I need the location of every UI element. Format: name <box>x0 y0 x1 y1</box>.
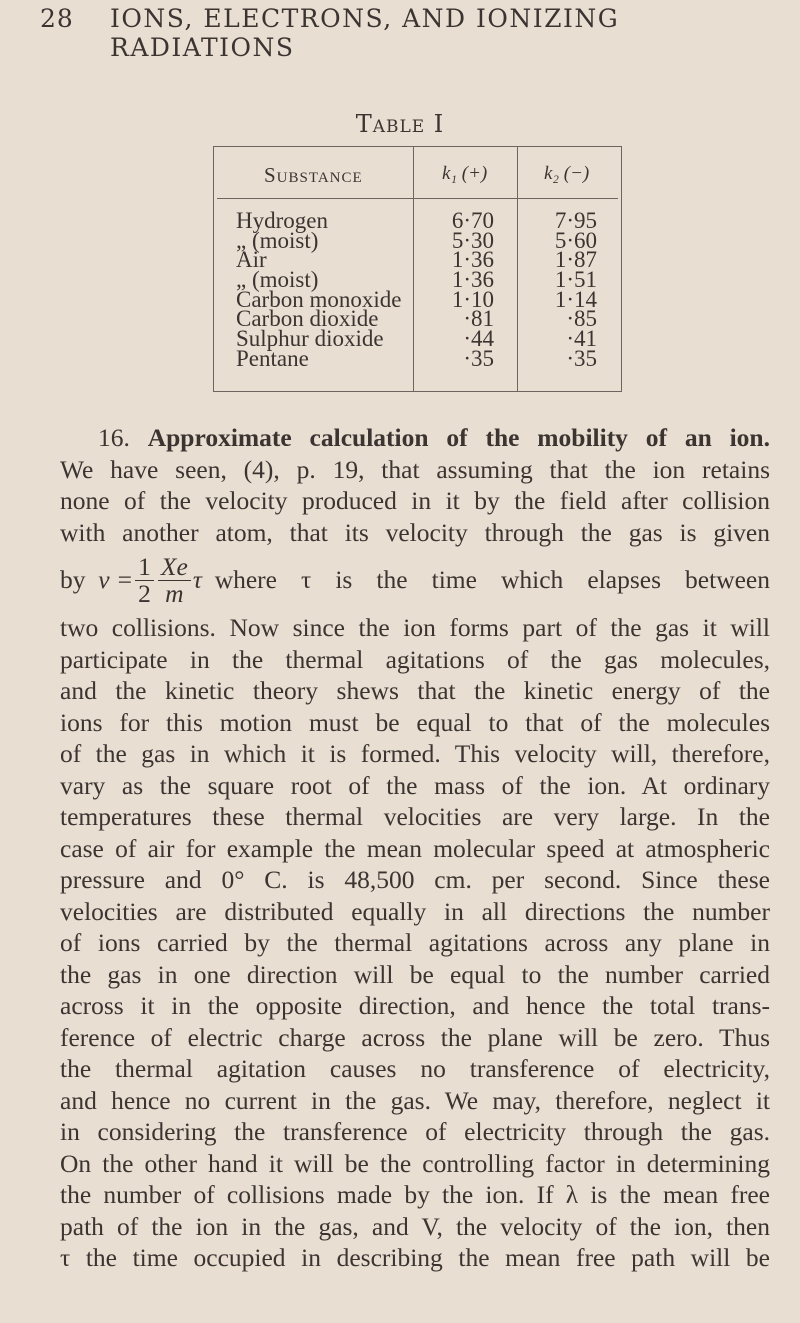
xe-numerator: Xe <box>158 554 191 581</box>
text-line: ions for this motion must be equal to that of the molecules <box>60 707 770 737</box>
text-line: τ the time occupied in describing the mean free path will be <box>60 1243 770 1272</box>
half-numerator: 1 <box>135 554 154 581</box>
text-line: case of air for example the mean molecular speed at atmospheric <box>60 833 770 863</box>
text-line: path of the ion in the gas, and V, the velocity of the ion, then <box>60 1211 770 1241</box>
header-k1: k₁ (+) <box>442 163 488 184</box>
k2-cell: 1·87 <box>554 247 597 273</box>
substance-cell: Air <box>236 247 267 273</box>
substance-cell: Sulphur dioxide <box>236 326 384 352</box>
k2-cell: 5·60 <box>554 227 597 253</box>
k2-cell: 7·95 <box>554 208 597 233</box>
header-k2: k₂ (−) <box>544 163 590 184</box>
k1-cell: ·44 <box>463 326 494 352</box>
section-number: 16. <box>98 423 130 452</box>
k1-cell: ·81 <box>463 306 494 332</box>
formula-tau: τ <box>192 565 202 594</box>
text-line: On the other hand it will be the controlling factor in determining <box>60 1148 770 1178</box>
text-line: and hence no current in the gas. We may, therefore, neglect it <box>60 1085 770 1115</box>
text-line: pressure and 0° C. is 48,500 cm. per second. Since these <box>60 865 770 894</box>
k2-cell: ·35 <box>566 345 597 371</box>
substance-cell: Pentane <box>236 345 309 371</box>
k2-cell: 1·51 <box>554 267 597 293</box>
section-heading-line <box>60 422 770 454</box>
substance-cell: „ (moist) <box>236 267 319 293</box>
text-line: of ions carried by the thermal agitations across any plane in <box>60 928 770 957</box>
text-line: with another atom, that its velocity through the gas is given <box>60 517 770 547</box>
text-line: the gas in one direction will be equal to the number carried <box>60 959 770 989</box>
k1-cell: 5·30 <box>451 227 494 253</box>
substance-cell: Hydrogen <box>236 208 328 233</box>
text-line: across it in the opposite direction, and hence the total trans- <box>60 991 770 1020</box>
formula-suffix: where τ is the time which elapses between <box>214 565 770 594</box>
k1-cell: 1·36 <box>451 267 494 293</box>
substance-cell: „ (moist) <box>236 227 319 253</box>
text-line: and the kinetic theory shews that the kinetic energy of the <box>60 676 770 705</box>
text-line: ference of electric charge across the plane will be zero. Thus <box>60 1022 770 1052</box>
table-row <box>214 345 621 371</box>
k1-cell: ·35 <box>463 345 494 371</box>
text-line: of the gas in which it is formed. This velocity will, therefore, <box>60 739 770 768</box>
section-heading: Approximate calculation of the mobility of an ion. <box>147 423 770 452</box>
text-line: temperatures these thermal velocities are very large. In the <box>60 802 770 831</box>
formula-prefix: by <box>60 565 86 594</box>
m-denominator: m <box>165 578 184 608</box>
body-text <box>60 422 770 1274</box>
header-substance: Substance <box>264 163 363 187</box>
k1-cell: 1·10 <box>451 286 494 312</box>
velocity-formula <box>60 548 770 612</box>
running-title: IONS, ELECTRONS, AND IONIZING RADIATIONS <box>110 4 620 62</box>
k1-cell: 6·70 <box>451 208 494 233</box>
half-denominator: 2 <box>138 578 151 608</box>
text-line: two collisions. Now since the ion forms part of the gas it will <box>60 613 770 642</box>
k2-cell: ·85 <box>566 306 597 332</box>
header-rule <box>217 198 618 199</box>
text-line: the thermal agitation causes no transference of electricity, <box>60 1054 770 1083</box>
text-line: participate in the thermal agitations of the gas molecules, <box>60 644 770 674</box>
fraction-half <box>135 551 154 608</box>
text-line: velocities are distributed equally in all directions the number <box>60 896 770 926</box>
k2-cell: ·41 <box>566 326 597 352</box>
text-line: none of the velocity produced in it by the field after collision <box>60 486 770 515</box>
table-body <box>214 208 621 371</box>
text-line: in considering the transference of electricity through the gas. <box>60 1117 770 1146</box>
text-line: We have seen, (4), p. 19, that assuming that the ion retains <box>60 454 770 484</box>
k2-cell: 1·14 <box>554 286 597 312</box>
mobility-table <box>213 146 622 392</box>
fraction-xe-m <box>158 551 191 608</box>
table-title: Table I <box>355 110 445 138</box>
formula-lhs: v = <box>98 565 134 594</box>
text-line: vary as the square root of the mass of the ion. At ordinary <box>60 770 770 800</box>
substance-cell: Carbon monoxide <box>236 286 402 312</box>
page-number: 28 <box>40 4 74 33</box>
page-header <box>40 4 760 62</box>
k1-cell: 1·36 <box>451 247 494 273</box>
text-line: the number of collisions made by the ion. If λ is the mean free <box>60 1180 770 1209</box>
substance-cell: Carbon dioxide <box>236 306 379 332</box>
